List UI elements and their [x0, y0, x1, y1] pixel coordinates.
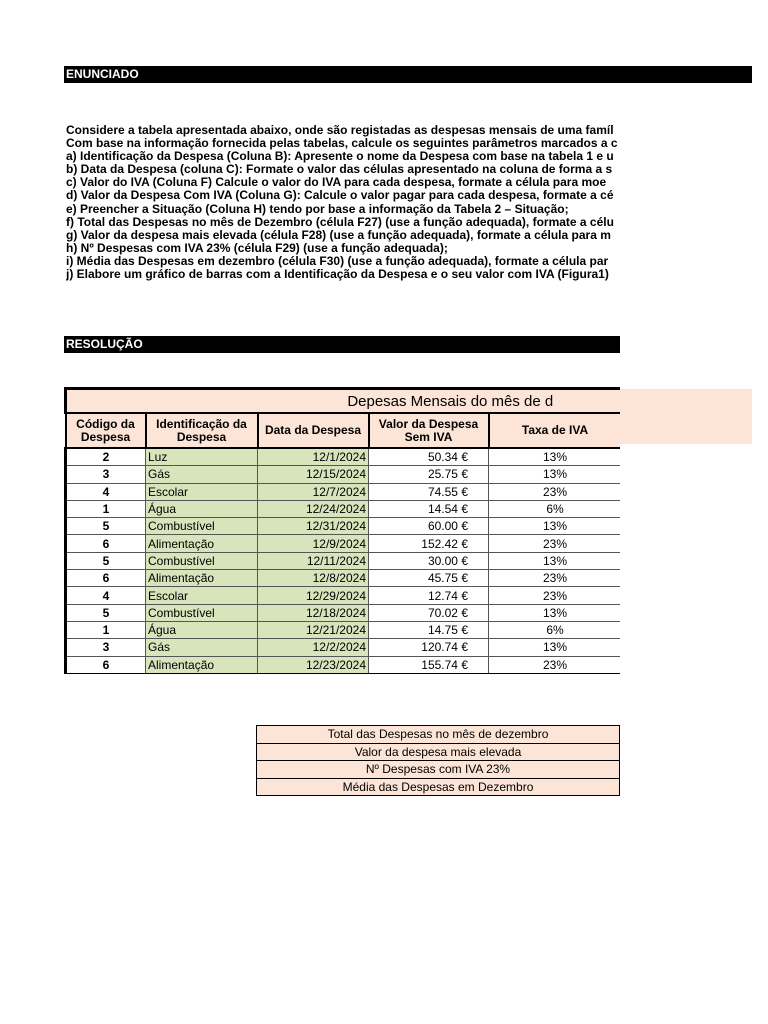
table-title: Depesas Mensais do mês de d — [347, 392, 554, 410]
cell-value[interactable]: 12.74 € — [369, 587, 489, 604]
table-row — [66, 448, 621, 466]
instruction-line: a) Identificação da Despesa (Coluna B): Apresente o nome da Despesa com base na tabela 1 e u — [66, 150, 614, 164]
cell-value[interactable]: 50.34 € — [369, 448, 489, 466]
table-row — [66, 483, 621, 500]
cell-name[interactable]: Água — [146, 621, 258, 638]
cell-date[interactable]: 12/11/2024 — [258, 552, 369, 569]
cell-date[interactable]: 12/18/2024 — [258, 604, 369, 621]
cell-name[interactable]: Escolar — [146, 483, 258, 500]
instruction-line: j) Elabore um gráfico de barras com a Identificação da Despesa e o seu valor com IVA (Figura1) — [66, 268, 609, 282]
cell-value[interactable]: 120.74 € — [369, 639, 489, 656]
header-date[interactable]: Data da Despesa — [258, 413, 369, 448]
cell-name[interactable]: Escolar — [146, 587, 258, 604]
cell-name[interactable]: Combustível — [146, 604, 258, 621]
cell-tax[interactable]: 13% — [489, 604, 621, 621]
cell-code[interactable]: 2 — [66, 448, 146, 466]
header-value[interactable]: Valor da Despesa Sem IVA — [369, 413, 489, 448]
cell-code[interactable]: 3 — [66, 466, 146, 483]
table-row — [66, 535, 621, 552]
enunciado-header: ENUNCIADO — [64, 66, 620, 83]
cell-value[interactable]: 152.42 € — [369, 535, 489, 552]
expenses-table — [64, 387, 620, 674]
instruction-line: c) Valor do IVA (Coluna F) Calcule o valor do IVA para cada despesa, formate a célula para moe — [66, 176, 607, 190]
cell-code[interactable]: 6 — [66, 570, 146, 587]
table-body — [66, 448, 621, 674]
cell-code[interactable]: 4 — [66, 483, 146, 500]
summary-total[interactable]: Total das Despesas no mês de dezembro — [256, 725, 620, 743]
cell-value[interactable]: 60.00 € — [369, 518, 489, 535]
cell-tax[interactable]: 13% — [489, 518, 621, 535]
table-row — [66, 604, 621, 621]
cell-tax[interactable]: 23% — [489, 570, 621, 587]
table-row — [66, 656, 621, 674]
cell-value[interactable]: 25.75 € — [369, 466, 489, 483]
summary-count-23[interactable]: Nº Despesas com IVA 23% — [256, 760, 620, 778]
cell-date[interactable]: 12/23/2024 — [258, 656, 369, 674]
cell-tax[interactable]: 13% — [489, 448, 621, 466]
table-row — [66, 500, 621, 517]
cell-tax[interactable]: 13% — [489, 466, 621, 483]
cell-tax[interactable]: 23% — [489, 535, 621, 552]
expenses-table-container — [64, 387, 620, 674]
cell-code[interactable]: 6 — [66, 535, 146, 552]
cell-value[interactable]: 74.55 € — [369, 483, 489, 500]
cell-name[interactable]: Gás — [146, 639, 258, 656]
cell-date[interactable]: 12/24/2024 — [258, 500, 369, 517]
cell-value[interactable]: 14.75 € — [369, 621, 489, 638]
cell-date[interactable]: 12/2/2024 — [258, 639, 369, 656]
cell-value[interactable]: 30.00 € — [369, 552, 489, 569]
cell-tax[interactable]: 23% — [489, 587, 621, 604]
cell-date[interactable]: 12/1/2024 — [258, 448, 369, 466]
cell-code[interactable]: 6 — [66, 656, 146, 674]
cell-code[interactable]: 3 — [66, 639, 146, 656]
cell-name[interactable]: Água — [146, 500, 258, 517]
cell-tax[interactable]: 23% — [489, 483, 621, 500]
cell-value[interactable]: 45.75 € — [369, 570, 489, 587]
cell-code[interactable]: 1 — [66, 621, 146, 638]
cell-code[interactable]: 5 — [66, 518, 146, 535]
cell-value[interactable]: 14.54 € — [369, 500, 489, 517]
summary-block — [256, 725, 620, 796]
title-band-extension — [620, 389, 752, 444]
cell-value[interactable]: 70.02 € — [369, 604, 489, 621]
cell-date[interactable]: 12/29/2024 — [258, 587, 369, 604]
cell-date[interactable]: 12/7/2024 — [258, 483, 369, 500]
header-name[interactable]: Identificação da Despesa — [146, 413, 258, 448]
instruction-line: e) Preencher a Situação (Coluna H) tendo por base a informação da Tabela 2 – Situação; — [66, 202, 569, 216]
table-row — [66, 552, 621, 569]
cell-name[interactable]: Alimentação — [146, 570, 258, 587]
table-row — [66, 621, 621, 638]
instruction-line: f) Total das Despesas no mês de Dezembro (célula F27) (use a função adequada), formate a célu — [66, 215, 614, 229]
cell-name[interactable]: Alimentação — [146, 656, 258, 674]
table-row — [66, 466, 621, 483]
summary-average[interactable]: Média das Despesas em Dezembro — [256, 778, 620, 797]
cell-tax[interactable]: 13% — [489, 552, 621, 569]
header-tax[interactable]: Taxa de IVA — [489, 413, 621, 448]
cell-name[interactable]: Gás — [146, 466, 258, 483]
instruction-line: b) Data da Despesa (coluna C): Formate o valor das células apresentado na coluna de forma a s — [66, 163, 613, 177]
table-row — [66, 639, 621, 656]
cell-tax[interactable]: 6% — [489, 621, 621, 638]
cell-code[interactable]: 1 — [66, 500, 146, 517]
cell-name[interactable]: Luz — [146, 448, 258, 466]
instruction-line: Considere a tabela apresentada abaixo, onde são registadas as despesas mensais de uma famíl — [66, 124, 614, 137]
cell-tax[interactable]: 6% — [489, 500, 621, 517]
table-row — [66, 570, 621, 587]
cell-name[interactable]: Alimentação — [146, 535, 258, 552]
cell-date[interactable]: 12/8/2024 — [258, 570, 369, 587]
cell-code[interactable]: 4 — [66, 587, 146, 604]
table-title-cell[interactable] — [66, 389, 621, 414]
summary-max[interactable]: Valor da despesa mais elevada — [256, 743, 620, 761]
instruction-line: Com base na informação fornecida pelas tabelas, calcule os seguintes parâmetros marcados a c — [66, 137, 618, 151]
cell-tax[interactable]: 13% — [489, 639, 621, 656]
enunciado-header-extension — [620, 66, 752, 83]
instructions-block — [66, 124, 620, 281]
cell-code[interactable]: 5 — [66, 552, 146, 569]
cell-name[interactable]: Combustível — [146, 518, 258, 535]
cell-date[interactable]: 12/31/2024 — [258, 518, 369, 535]
cell-tax[interactable]: 23% — [489, 656, 621, 674]
table-row — [66, 587, 621, 604]
cell-value[interactable]: 155.74 € — [369, 656, 489, 674]
instruction-line: h) Nº Despesas com IVA 23% (célula F29) (use a função adequada); — [66, 241, 448, 255]
cell-date[interactable]: 12/21/2024 — [258, 621, 369, 638]
instruction-line: d) Valor da Despesa Com IVA (Coluna G): Calcule o valor pagar para cada despesa, formate a cé — [66, 189, 614, 203]
cell-date[interactable]: 12/15/2024 — [258, 466, 369, 483]
resolucao-header: RESOLUÇÃO — [64, 336, 620, 353]
cell-date[interactable]: 12/9/2024 — [258, 535, 369, 552]
instruction-line: g) Valor da despesa mais elevada (célula F28) (use a função adequada), formate a célula para m — [66, 228, 611, 242]
cell-code[interactable]: 5 — [66, 604, 146, 621]
header-code[interactable]: Código da Despesa — [66, 413, 146, 448]
table-row — [66, 518, 621, 535]
instruction-line: i) Média das Despesas em dezembro (célula F30) (use a função adequada), formate a célula par — [66, 254, 609, 268]
cell-name[interactable]: Combustível — [146, 552, 258, 569]
